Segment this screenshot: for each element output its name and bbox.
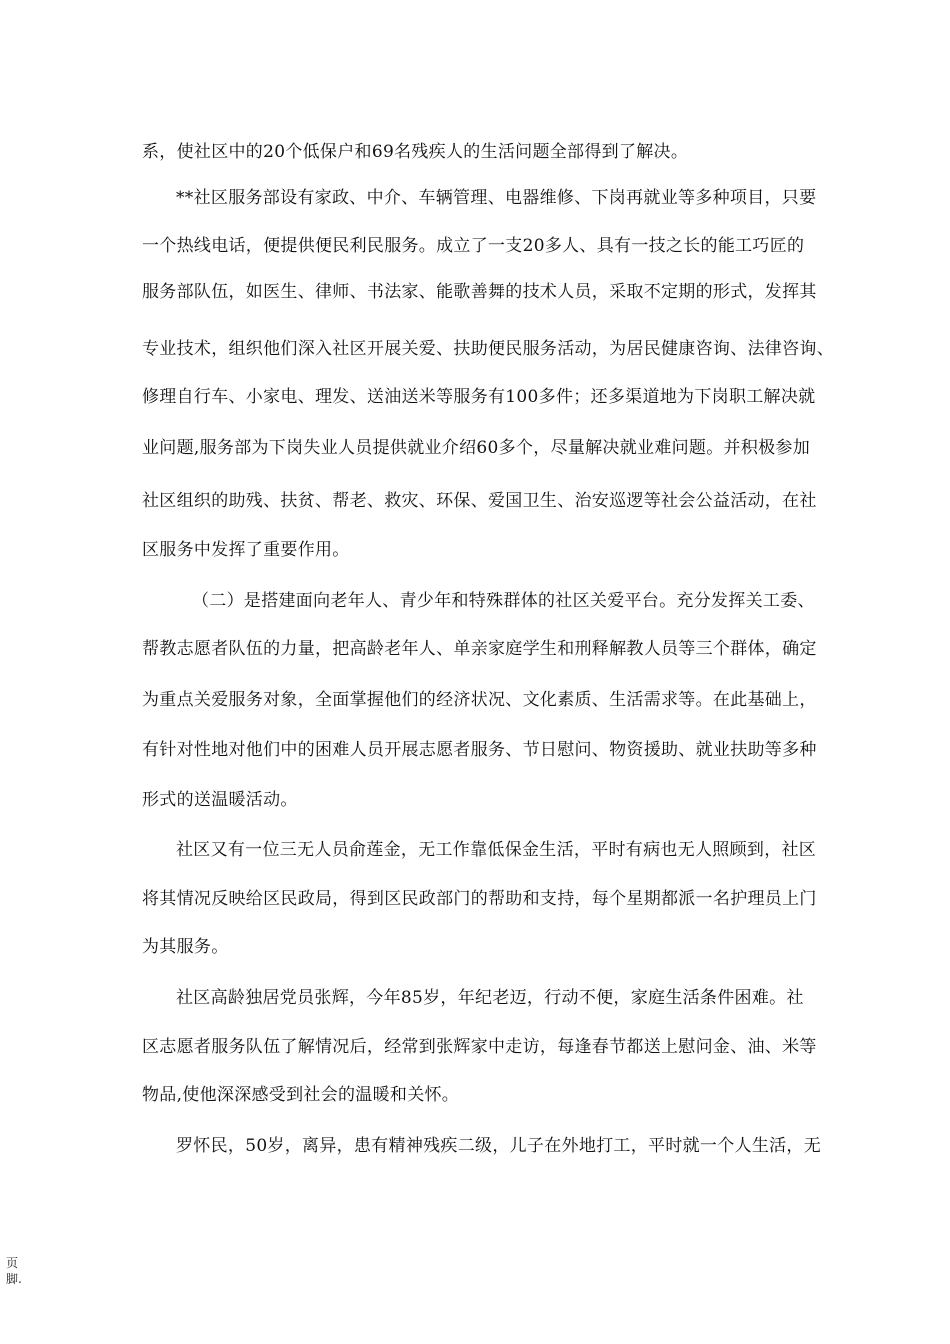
text-line: 罗怀民，50岁，离异，患有精神残疾二级，儿子在外地打工，平时就一个人生活，无	[176, 1136, 822, 1156]
footer-label: 页	[6, 1256, 19, 1270]
text-line: 业问题,服务部为下岗失业人员提供就业介绍60多个，尽量解决就业难问题。并积极参加	[142, 438, 811, 458]
text-line: 将其情况反映给区民政局，得到区民政部门的帮助和支持，每个星期都派一名护理员上门	[142, 889, 817, 909]
text-line: 为其服务。	[142, 937, 229, 957]
text-line: 帮教志愿者队伍的力量，把高龄老年人、单亲家庭学生和刑释解教人员等三个群体，确定	[142, 639, 817, 659]
text-line: 形式的送温暖活动。	[142, 790, 298, 810]
text-line: 系，使社区中的20个低保户和69名残疾人的生活问题全部得到了解决。	[142, 142, 689, 162]
text-line: **社区服务部设有家政、中介、车辆管理、电器维修、下岗再就业等多种项目，只要	[176, 188, 817, 208]
text-line: 区志愿者服务队伍了解情况后，经常到张辉家中走访，每逢春节都送上慰问金、油、米等	[142, 1037, 817, 1057]
text-line: （二）是搭建面向老年人、青少年和特殊群体的社区关爱平台。充分发挥关工委、	[192, 591, 815, 611]
text-line: 一个热线电话，便提供便民利民服务。成立了一支20多人、具有一技之长的能工巧匠的	[142, 236, 805, 256]
text-line: 专业技术，组织他们深入社区开展关爱、扶助便民服务活动，为居民健康咨询、法律咨询、	[142, 339, 834, 359]
text-line: 社区组织的助残、扶贫、帮老、救灾、环保、爱国卫生、治安巡逻等社会公益活动，在社	[142, 491, 817, 511]
footer-label: 脚.	[6, 1272, 22, 1286]
text-line: 有针对性地对他们中的困难人员开展志愿者服务、节日慰问、物资援助、就业扶助等多种	[142, 740, 817, 760]
text-line: 社区又有一位三无人员俞莲金，无工作靠低保金生活，平时有病也无人照顾到，社区	[176, 840, 817, 860]
text-line: 为重点关爱服务对象，全面掌握他们的经济状况、文化素质、生活需求等。在此基础上，	[142, 690, 817, 710]
text-line: 物品,使他深深感受到社会的温暖和关怀。	[142, 1085, 460, 1105]
text-line: 社区高龄独居党员张辉，今年85岁，年纪老迈，行动不便，家庭生活条件困难。社	[176, 988, 804, 1008]
text-line: 修理自行车、小家电、理发、送油送米等服务有100多件；还多渠道地为下岗职工解决就	[142, 387, 816, 407]
text-line: 区服务中发挥了重要作用。	[142, 540, 350, 560]
text-line: 服务部队伍，如医生、律师、书法家、能歌善舞的技术人员，采取不定期的形式，发挥其	[142, 282, 817, 302]
